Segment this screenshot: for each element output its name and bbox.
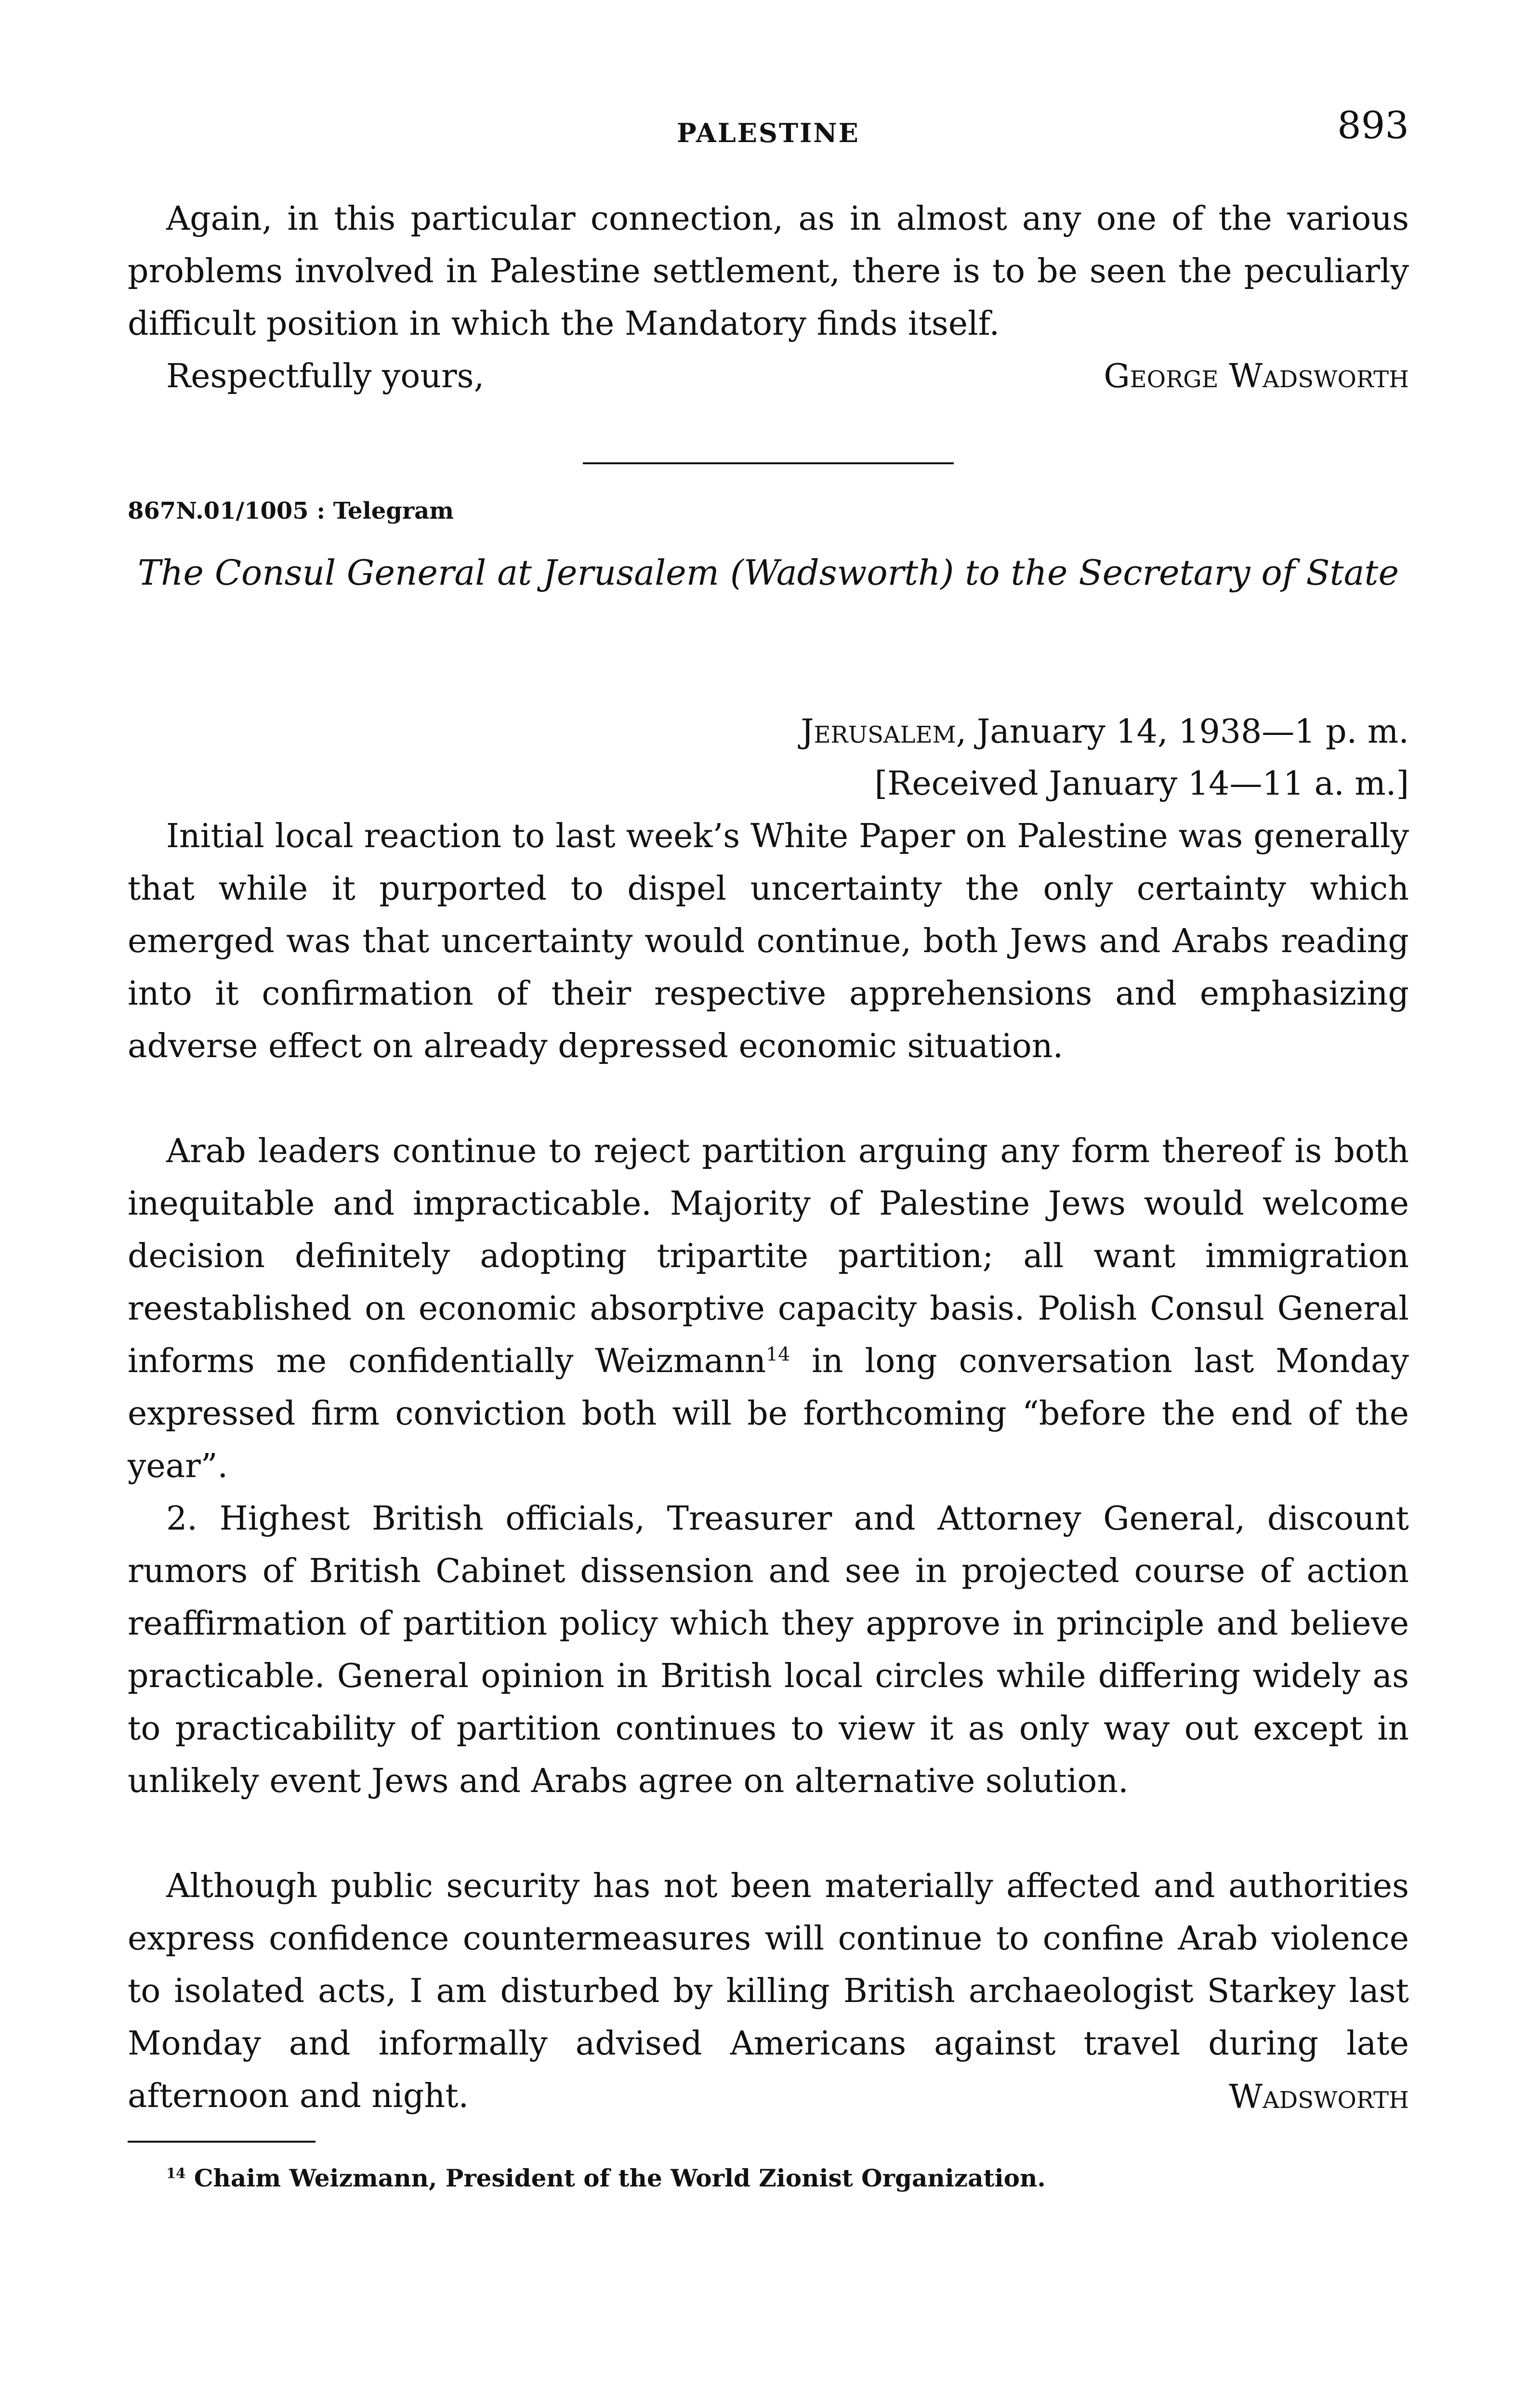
telegram-paragraph-4: Although public security has not been materially affected and authorities express confidence countermeasures will continue to confine Arab violence to isolated acts, I am disturbed by killing British archaeologist Starkey last Monday and informally advised Americans against travel during late afternoon and night. [128, 1867, 1409, 2115]
dateline-date: , January 14, 1938—1 p. m. [956, 713, 1409, 751]
telegram-signature: Wadsworth [1229, 2078, 1409, 2116]
telegram-paragraph-1: Initial local reaction to last week’s White Paper on Palestine was generally that while it purported to dispel uncertainty the only certainty which emerged was that uncertainty would continue, both Jews and Arabs reading into it confirmation of their respective apprehensions and emphasizing adverse effect on already depressed economic situation. [128, 817, 1409, 1065]
file-reference: 867N.01/1005 : Telegram [128, 497, 454, 524]
footnote-reference: 14 [766, 1343, 790, 1366]
section-divider [583, 462, 954, 464]
footnote-marker: 14 [166, 2165, 186, 2182]
telegram-paragraph-2 [128, 1125, 1409, 1492]
running-title: PALESTINE [677, 118, 860, 148]
running-head [128, 104, 1409, 160]
paragraph-2-text: Arab leaders continue to reject partition arguing any form thereof is both inequitable and impracticable. Majority of Palestine Jews would welcome decision definitely adopting tripartite partition; all want immigration reestablished on economic absorptive capacity basis. Polish Consul General informs me confidentially Weizmann [128, 1132, 1409, 1380]
footnote [166, 2161, 1046, 2195]
signature: George Wadsworth [1104, 357, 1409, 395]
document-page [128, 0, 1409, 2408]
dateline-place: Jerusalem [801, 713, 956, 751]
footnote-text: Chaim Weizmann, President of the World Zionist Organization. [185, 2164, 1046, 2192]
dateline [128, 706, 1409, 758]
received-line: [Received January 14—11 a. m.] [874, 765, 1409, 803]
continuation-paragraph: Again, in this particular connection, as in almost any one of the various problems involved in Palestine settlement, there is to be seen the peculiarly difficult position in which the Mandatory finds itself. [128, 200, 1409, 343]
footnote-rule [128, 2141, 316, 2143]
document-heading: The Consul General at Jerusalem (Wadsworth) to the Secretary of State [137, 552, 1399, 593]
closing-salutation: Respectfully yours, [166, 357, 485, 395]
telegram-paragraph-3: 2. Highest British officials, Treasurer and Attorney General, discount rumors of British Cabinet dissension and see in projected course of action reaffirmation of partition policy which they approve in principle and believe practicable. General opinion in British local circles while differing widely as to practicability of partition continues to view it as only way out except in unlikely event Jews and Arabs agree on alternative solution. [128, 1500, 1409, 1800]
paragraph-2-continuation: in long conversation last Monday expressed firm conviction both will be forthcoming “before the end of the year”. [128, 1342, 1409, 1485]
page-number: 893 [1337, 104, 1409, 147]
